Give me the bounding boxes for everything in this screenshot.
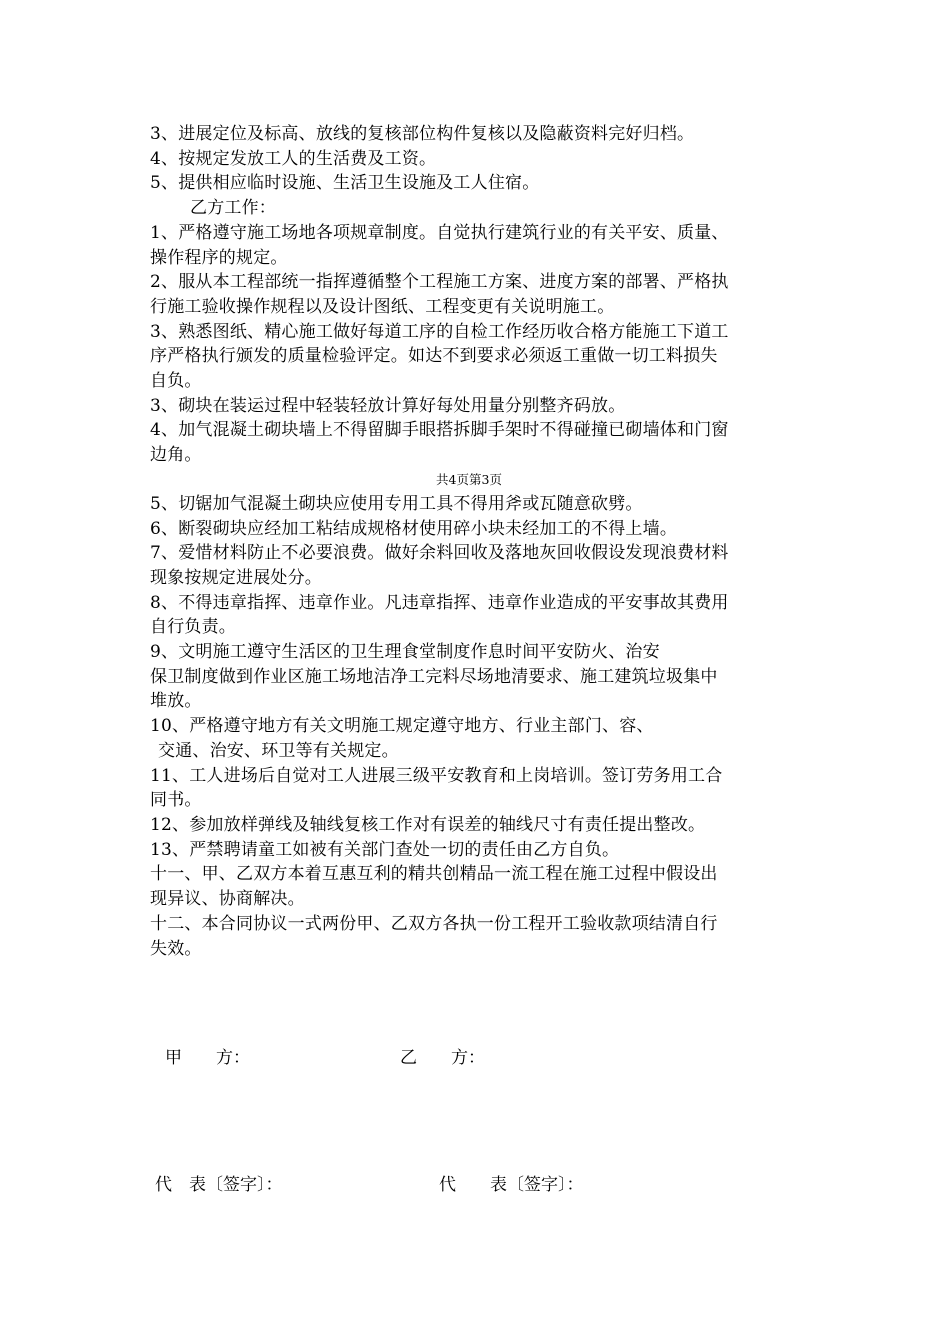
clause-line: 堆放。 (150, 691, 202, 712)
clause-line: 6、断裂砌块应经加工粘结成规格材使用碎小块未经加工的不得上墙。 (150, 518, 678, 539)
clause-line: 交通、治安、环卫等有关规定。 (158, 740, 399, 761)
contract-body (150, 122, 800, 961)
clause-line: 1、严格遵守施工场地各项规章制度。自觉执行建筑行业的有关平安、质量、 (150, 222, 729, 243)
clause-line: 保卫制度做到作业区施工场地洁净工完料尽场地清要求、施工建筑垃圾集中 (150, 666, 718, 687)
clause-line: 12、参加放样弹线及轴线复核工作对有误差的轴线尺寸有责任提出整改。 (150, 814, 706, 835)
clause-line: 7、爱惜材料防止不必要浪费。做好余料回收及落地灰回收假设发现浪费材料 (150, 543, 729, 564)
clause-line: 8、不得违章指挥、违章作业。凡违章指挥、违章作业造成的平安事故其费用 (150, 592, 729, 613)
clause-line: 3、进展定位及标高、放线的复核部位构件复核以及隐蔽资料完好归档。 (150, 124, 695, 144)
clause-line: 5、切锯加气混凝土砌块应使用专用工具不得用斧或瓦随意砍劈。 (150, 493, 643, 514)
section-heading: 乙方工作： (190, 198, 276, 219)
clause-line: 10、严格遵守地方有关文明施工规定遵守地方、行业主部门、容、 (150, 716, 654, 737)
clause-line: 3、熟悉图纸、精心施工做好每道工序的自检工作经历收合格方能施工下道工 (150, 321, 729, 342)
clause-line: 序严格执行颁发的质量检验评定。如达不到要求必须返工重做一切工料损失 (150, 346, 718, 367)
clause-line: 现象按规定进展处分。 (150, 567, 322, 588)
page-footer: 共4页第3页 (436, 471, 502, 487)
clause-line: 4、按规定发放工人的生活费及工资。 (150, 148, 437, 169)
clause-line: 操作程序的规定。 (150, 247, 288, 268)
clause-line: 11、工人进场后自觉对工人进展三级平安教育和上岗培训。签订劳务用工合 (150, 765, 723, 786)
clause-line: 十二、本合同协议一式两份甲、乙双方各执一份工程开工验收款项结清自行 (150, 913, 718, 934)
clause-line: 同书。 (150, 790, 202, 811)
clause-line: 5、提供相应临时设施、生活卫生设施及工人住宿。 (150, 173, 540, 194)
clause-line: 现异议、协商解决。 (150, 889, 305, 910)
clause-line: 行施工验收操作规程以及设计图纸、工程变更有关说明施工。 (150, 296, 615, 317)
representative-b-signature-label: 代 表〔签字〕： (439, 1175, 584, 1195)
clause-line: 2、服从本工程部统一指挥遵循整个工程施工方案、进度方案的部署、严格执 (150, 272, 729, 293)
clause-line: 9、文明施工遵守生活区的卫生理食堂制度作息时间平安防火、治安 (150, 642, 660, 663)
clause-line: 自行负责。 (150, 617, 236, 638)
clause-line: 边角。 (150, 445, 202, 466)
party-a-label: 甲 方： (165, 1048, 250, 1068)
representative-a-signature-label: 代 表〔签字〕： (155, 1175, 283, 1195)
clause-line: 自负。 (150, 371, 202, 392)
party-b-label: 乙 方： (400, 1048, 485, 1068)
clause-line: 13、严禁聘请童工如被有关部门查处一切的责任由乙方自负。 (150, 839, 620, 860)
clause-line: 4、加气混凝土砌块墙上不得留脚手眼搭拆脚手架时不得碰撞已砌墙体和门窗 (150, 420, 729, 441)
clause-line: 十一、甲、乙双方本着互惠互利的精共创精品一流工程在施工过程中假设出 (150, 864, 718, 885)
clause-line: 失效。 (150, 938, 202, 959)
clause-line: 3、砌块在装运过程中轻装轻放计算好每处用量分别整齐码放。 (150, 395, 626, 416)
